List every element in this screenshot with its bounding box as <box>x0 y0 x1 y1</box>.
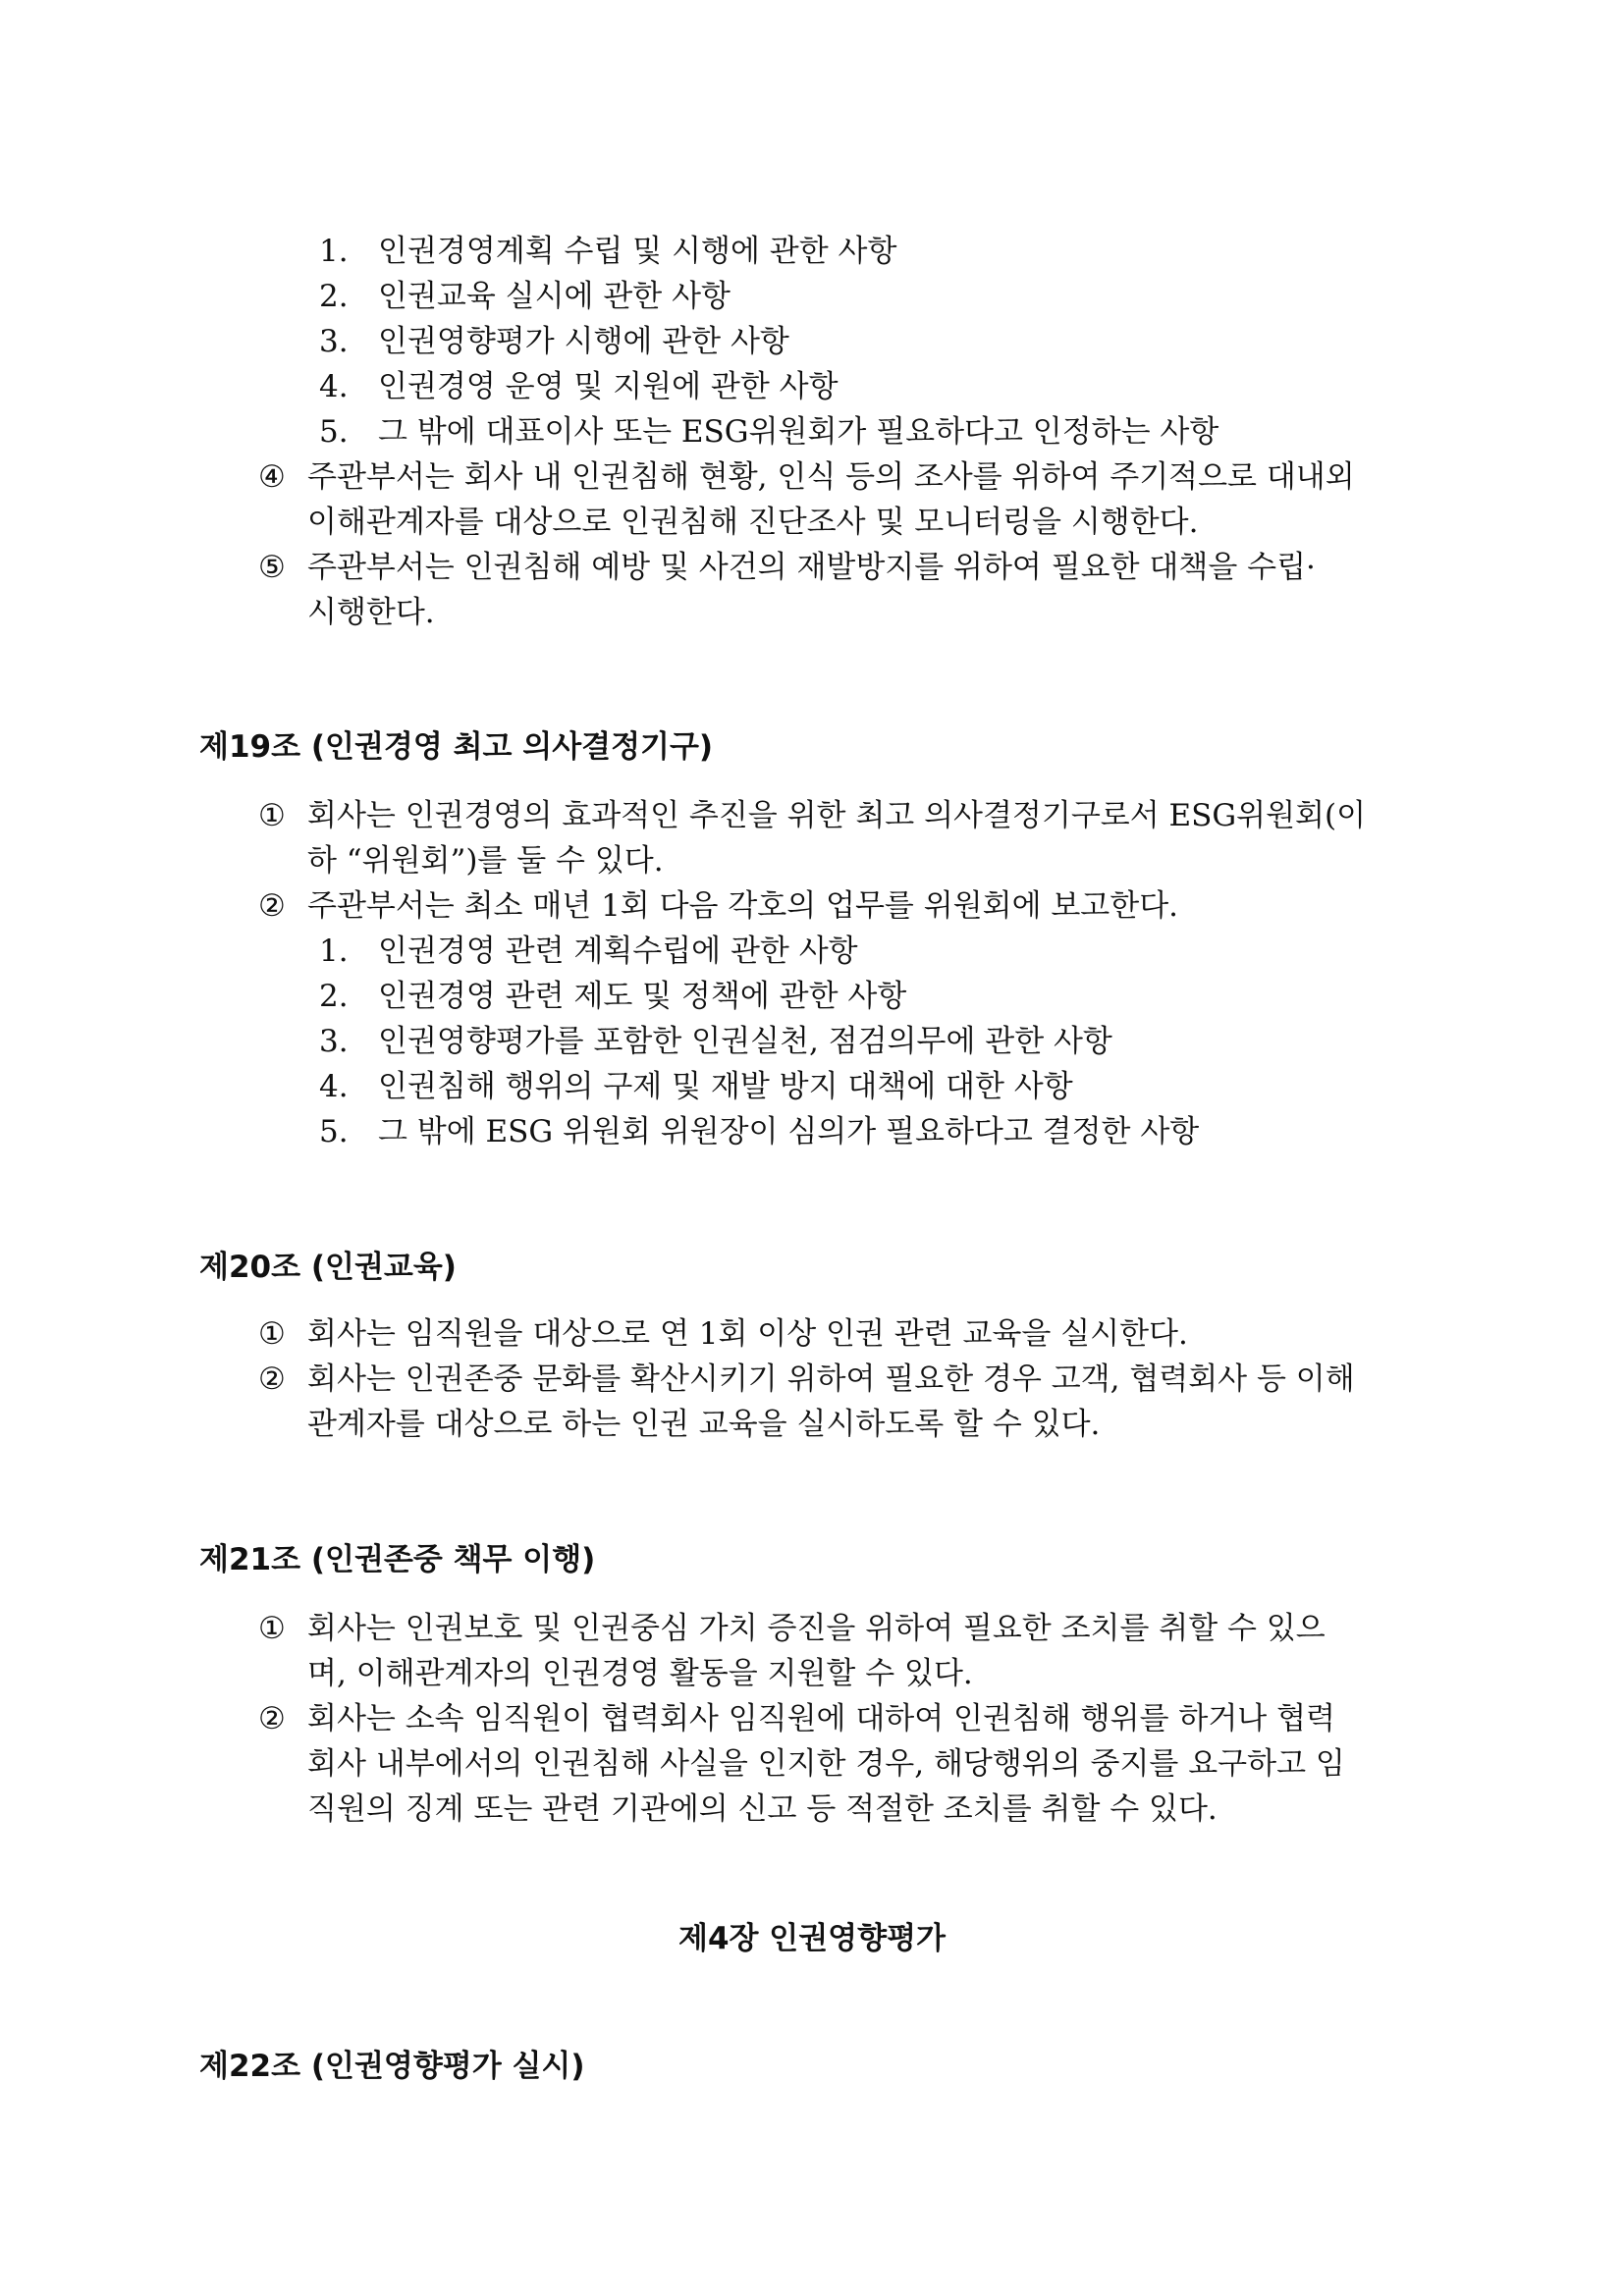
item-number: 1. <box>319 934 349 969</box>
paragraph-line: 관계자를 대상으로 하는 인권 교육을 실시하도록 할 수 있다. <box>307 1407 1101 1442</box>
item-number: 5. <box>319 1114 349 1149</box>
item-number: 2. <box>319 979 349 1014</box>
item-number: 4. <box>319 369 349 404</box>
paragraph-line: 회사는 인권보호 및 인권중심 가치 증진을 위하여 필요한 조치를 취할 수 있으 <box>307 1611 1326 1646</box>
paragraph-line: 직원의 징계 또는 관련 기관에의 신고 등 적절한 조치를 취할 수 있다. <box>307 1791 1218 1827</box>
paragraph-line: 이해관계자를 대상으로 인권침해 진단조사 및 모니터링을 시행한다. <box>307 505 1199 540</box>
item-text: 인권경영계획 수립 및 시행에 관한 사항 <box>378 234 897 269</box>
item-text: 인권경영 관련 계획수립에 관한 사항 <box>378 934 858 969</box>
paragraph-line: 회사는 인권경영의 효과적인 추진을 위한 최고 의사결정기구로서 ESG위원회(이 <box>307 798 1367 833</box>
paragraph-line: 회사 내부에서의 인권침해 사실을 인지한 경우, 해당행위의 중지를 요구하고 임 <box>307 1746 1345 1782</box>
paragraph-line: 하 “위원회”)를 둘 수 있다. <box>307 843 664 879</box>
paragraph-line: 시행한다. <box>307 595 435 630</box>
paragraph-line: 며, 이해관계자의 인권경영 활동을 지원할 수 있다. <box>307 1656 973 1691</box>
item-text: 인권경영 관련 제도 및 정책에 관한 사항 <box>378 979 907 1014</box>
item-text: 그 밖에 대표이사 또는 ESG위원회가 필요하다고 인정하는 사항 <box>378 414 1219 450</box>
paragraph-line: 주관부서는 회사 내 인권침해 현황, 인식 등의 조사를 위하여 주기적으로 대내외 <box>307 459 1355 495</box>
item-text: 인권교육 실시에 관한 사항 <box>378 279 731 314</box>
paragraph-line: 회사는 인권존중 문화를 확산시키기 위하여 필요한 경우 고객, 협력회사 등 이해 <box>307 1362 1355 1397</box>
item-text: 그 밖에 ESG 위원회 위원장이 심의가 필요하다고 결정한 사항 <box>378 1114 1200 1149</box>
article-22-heading: 제22조 (인권영향평가 실시) <box>199 2049 585 2084</box>
paragraph-line: 주관부서는 인권침해 예방 및 사건의 재발방지를 위하여 필요한 대책을 수립· <box>307 550 1316 585</box>
paragraph-number: ② <box>258 1701 286 1736</box>
paragraph-line: 회사는 소속 임직원이 협력회사 임직원에 대하여 인권침해 행위를 하거나 협력 <box>307 1701 1335 1736</box>
paragraph-line: 주관부서는 최소 매년 1회 다음 각호의 업무를 위원회에 보고한다. <box>307 888 1179 924</box>
paragraph-number: ⑤ <box>258 550 286 585</box>
item-text: 인권경영 운영 및 지원에 관한 사항 <box>378 369 839 404</box>
item-number: 2. <box>319 279 349 314</box>
item-number: 3. <box>319 1024 349 1059</box>
article-19-heading: 제19조 (인권경영 최고 의사결정기구) <box>199 729 714 765</box>
item-text: 인권침해 행위의 구제 및 재발 방지 대책에 대한 사항 <box>378 1069 1073 1104</box>
item-number: 3. <box>319 324 349 359</box>
item-number: 5. <box>319 414 349 450</box>
article-20-heading: 제20조 (인권교육) <box>199 1250 457 1285</box>
item-text: 인권영향평가를 포함한 인권실천, 점검의무에 관한 사항 <box>378 1024 1112 1059</box>
paragraph-line: 회사는 임직원을 대상으로 연 1회 이상 인권 관련 교육을 실시한다. <box>307 1316 1188 1352</box>
item-text: 인권영향평가 시행에 관한 사항 <box>378 324 789 359</box>
item-number: 4. <box>319 1069 349 1104</box>
paragraph-number: ① <box>258 798 286 833</box>
item-number: 1. <box>319 234 349 269</box>
paragraph-number: ② <box>258 1362 286 1397</box>
article-21-heading: 제21조 (인권존중 책무 이행) <box>199 1542 596 1577</box>
paragraph-number: ① <box>258 1316 286 1352</box>
paragraph-number: ④ <box>258 459 286 495</box>
paragraph-number: ① <box>258 1611 286 1646</box>
paragraph-number: ② <box>258 888 286 924</box>
chapter-4-heading: 제4장 인권영향평가 <box>678 1921 946 1956</box>
